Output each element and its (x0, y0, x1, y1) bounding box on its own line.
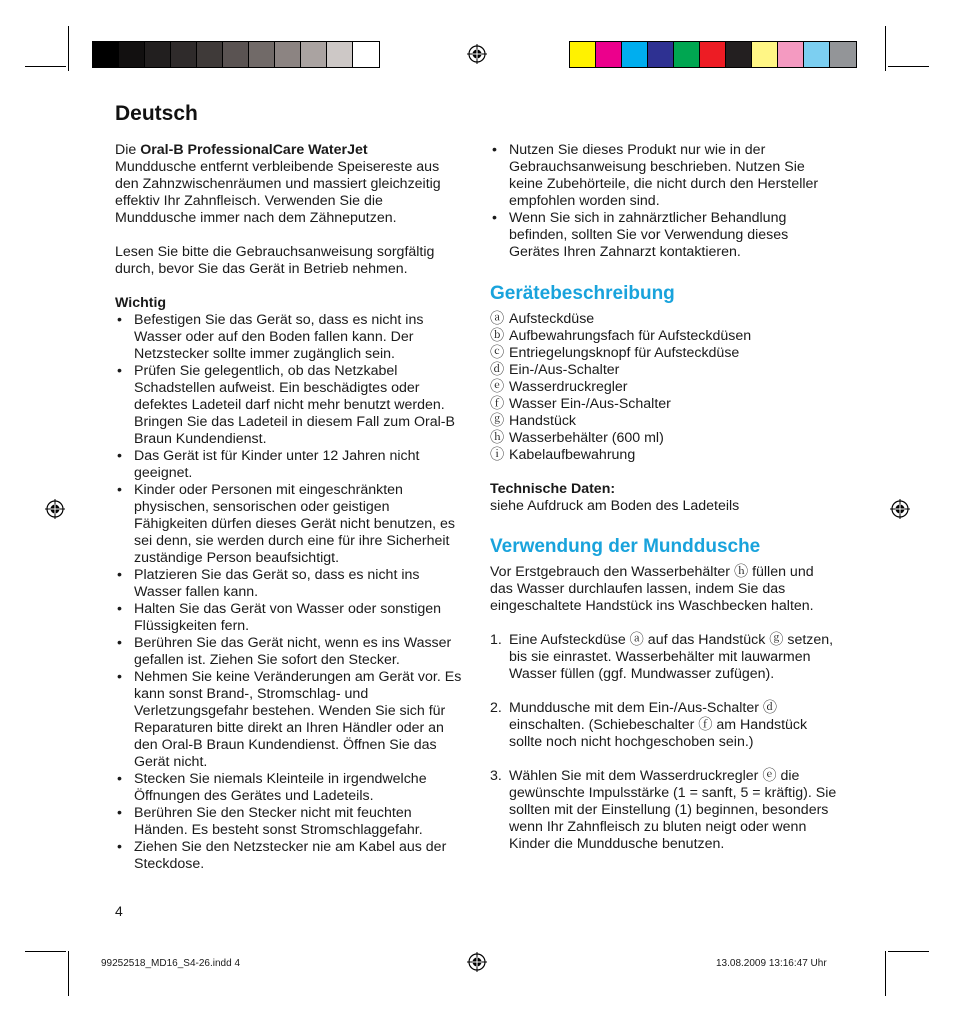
section-heading-usage: Verwendung der Munddusche (490, 536, 761, 557)
part-letter: ⓘ (490, 447, 505, 463)
part-letter: ⓒ (490, 345, 505, 361)
bullet-item: • Platzieren Sie das Gerät so, dass es nicht ins Wasser fallen kann. (115, 567, 465, 601)
part-letter: ⓕ (490, 396, 505, 412)
registration-mark-icon (467, 952, 487, 972)
color-swatch (752, 42, 778, 67)
color-swatch (700, 42, 726, 67)
parts-list (490, 311, 840, 464)
step-number: 1. (490, 632, 502, 648)
part-label: Kabelaufbewahrung (509, 447, 636, 463)
color-swatch (622, 42, 648, 67)
step-number: 2. (490, 700, 502, 716)
part-label: Ein-/Aus-Schalter (509, 362, 620, 378)
usage-intro: Vor Erstgebrauch den Wasserbehälter ⓗ füllen und das Wasser durchlaufen lassen, indem Sie das eingeschaltete Handstück ins Waschbecken halten. (490, 564, 814, 614)
part-letter: ⓓ (490, 362, 505, 378)
page-number: 4 (115, 903, 123, 919)
part-label: Wasserbehälter (600 ml) (509, 430, 664, 446)
color-swatch (570, 42, 596, 67)
part-letter: ⓑ (490, 328, 505, 344)
crop-mark (68, 26, 69, 71)
usage-step (490, 632, 840, 683)
bullet-item: • Das Gerät ist für Kinder unter 12 Jahren nicht geeignet. (115, 448, 465, 482)
footer-filename: 99252518_MD16_S4-26.indd 4 (101, 958, 240, 969)
grayscale-color-bar (92, 41, 380, 68)
intro-prefix: Die (115, 142, 141, 158)
part-letter: ⓖ (490, 413, 505, 429)
right-column (490, 142, 840, 853)
read-manual-paragraph: Lesen Sie bitte die Gebrauchsanweisung sorgfältig durch, bevor Sie das Gerät in Betrieb nehmen. (115, 244, 435, 277)
bullet-item: • Ziehen Sie den Netzstecker nie am Kabel aus der Steckdose. (115, 839, 465, 873)
part-label: Aufsteckdüse (509, 311, 595, 327)
bullet-item: • Berühren Sie den Stecker nicht mit feuchten Händen. Es besteht sonst Stromschlaggefahr. (115, 805, 465, 839)
gray-swatch (171, 42, 197, 67)
registration-mark-icon (45, 499, 65, 519)
part-label: Aufbewahrungsfach für Aufsteckdüsen (509, 328, 752, 344)
part-letter: ⓔ (490, 379, 505, 395)
page-title: Deutsch (115, 102, 198, 125)
gray-swatch (197, 42, 223, 67)
safety-list-continued (490, 142, 840, 261)
part-item (490, 345, 840, 362)
gray-swatch (275, 42, 301, 67)
bullet-item: • Kinder oder Personen mit eingeschränkten physischen, sensorischen oder geistigen Fähigkeiten dürfen dieses Gerät nicht benutzen, es sei denn, sie werden durch eine für ihre Sicherheit zuständige Person beaufsichtigt. (115, 482, 465, 567)
part-label: Handstück (509, 413, 577, 429)
color-swatch (674, 42, 700, 67)
part-letter: ⓗ (490, 430, 505, 446)
part-item (490, 362, 840, 379)
safety-list (115, 312, 465, 873)
gray-swatch (327, 42, 353, 67)
registration-mark-icon (890, 499, 910, 519)
section-heading-description: Gerätebeschreibung (490, 283, 675, 304)
intro-paragraph (115, 142, 465, 227)
crop-mark (888, 66, 929, 67)
part-item (490, 311, 840, 328)
bullet-item: • Berühren Sie das Gerät nicht, wenn es ins Wasser gefallen ist. Ziehen Sie sofort den Stecker. (115, 635, 465, 669)
part-label: Wasserdruckregler (509, 379, 628, 395)
important-heading: Wichtig (115, 295, 167, 311)
process-color-bar (569, 41, 857, 68)
left-column (115, 142, 465, 873)
crop-mark (885, 951, 886, 996)
bullet-item: • Halten Sie das Gerät von Wasser oder sonstigen Flüssigkeiten fern. (115, 601, 465, 635)
step-text: Eine Aufsteckdüse ⓐ auf das Handstück ⓖ setzen, bis sie einrastet. Wasserbehälter mit lauwarmen Wasser füllen (ggf. Mundwasser zufügen). (509, 632, 834, 682)
color-swatch (648, 42, 674, 67)
footer-timestamp: 13.08.2009 13:16:47 Uhr (716, 958, 827, 969)
color-swatch (596, 42, 622, 67)
part-letter: ⓐ (490, 311, 505, 327)
color-swatch (804, 42, 830, 67)
gray-swatch (353, 42, 379, 67)
usage-step (490, 768, 840, 853)
gray-swatch (249, 42, 275, 67)
part-item (490, 430, 840, 447)
step-number: 3. (490, 768, 502, 784)
crop-mark (885, 26, 886, 71)
usage-steps (490, 632, 840, 853)
step-text: Wählen Sie mit dem Wasserdruckregler ⓔ die gewünschte Impulsstärke (1 = sanft, 5 = kräftig). Sie sollten mit der Einstellung (1) beginnen, besonders wenn Ihr Zahnfleisch zu bluten neigt oder wenn Kinder die Munddusche benutzen. (509, 768, 837, 852)
bullet-item: • Nutzen Sie dieses Produkt nur wie in der Gebrauchsanweisung beschrieben. Nutzen Sie keine Zubehörteile, die nicht durch den Hersteller empfohlen worden sind. (490, 142, 840, 210)
part-label: Entriegelungsknopf für Aufsteckdüse (509, 345, 740, 361)
part-item (490, 396, 840, 413)
gray-swatch (145, 42, 171, 67)
tech-data-heading: Technische Daten: (490, 481, 616, 497)
crop-mark (25, 951, 66, 952)
tech-data-text: siehe Aufdruck am Boden des Ladeteils (490, 498, 740, 514)
crop-mark (25, 66, 66, 67)
registration-mark-icon (467, 44, 487, 64)
color-swatch (726, 42, 752, 67)
crop-mark (888, 951, 929, 952)
color-swatch (830, 42, 856, 67)
part-item (490, 379, 840, 396)
bullet-item: • Befestigen Sie das Gerät so, dass es nicht ins Wasser oder auf den Boden fallen kann. Der Netzstecker sollte immer zugänglich sein. (115, 312, 465, 363)
bullet-item: • Stecken Sie niemals Kleinteile in irgendwelche Öffnungen des Gerätes und Ladeteils. (115, 771, 465, 805)
usage-step (490, 700, 840, 751)
color-swatch (778, 42, 804, 67)
bullet-item: • Wenn Sie sich in zahnärztlicher Behandlung befinden, sollten Sie vor Verwendung dieses Gerätes Ihren Zahnarzt kontaktieren. (490, 210, 840, 261)
gray-swatch (93, 42, 119, 67)
bullet-item: • Prüfen Sie gelegentlich, ob das Netzkabel Schadstellen aufweist. Ein beschädigtes oder defektes Ladeteil darf nicht mehr benutzt werden. Bringen Sie das Ladeteil in diesem Fall zum Oral-B Braun Kundendienst. (115, 363, 465, 448)
gray-swatch (119, 42, 145, 67)
bullet-item: • Nehmen Sie keine Veränderungen am Gerät vor. Es kann sonst Brand-, Stromschlag- und Verletzungsgefahr bestehen. Wenden Sie sich für Reparaturen bitte direkt an Ihren Händler oder an den Oral-B Braun Kundendienst. Öffnen Sie das Gerät nicht. (115, 669, 465, 771)
crop-mark (68, 951, 69, 996)
part-item (490, 328, 840, 345)
part-label: Wasser Ein-/Aus-Schalter (509, 396, 671, 412)
part-item (490, 447, 840, 464)
gray-swatch (301, 42, 327, 67)
intro-text: Munddusche entfernt verbleibende Speisereste aus den Zahnzwischenräumen und massiert gleichzeitig effektiv Ihr Zahnfleisch. Verwenden Sie die Munddusche immer nach dem Zähneputzen. (115, 159, 441, 226)
gray-swatch (223, 42, 249, 67)
part-item (490, 413, 840, 430)
product-name: Oral-B ProfessionalCare WaterJet (140, 142, 368, 158)
step-text: Munddusche mit dem Ein-/Aus-Schalter ⓓ einschalten. (Schiebeschalter ⓕ am Handstück sollte noch nicht hochgeschoben sein.) (509, 700, 808, 750)
